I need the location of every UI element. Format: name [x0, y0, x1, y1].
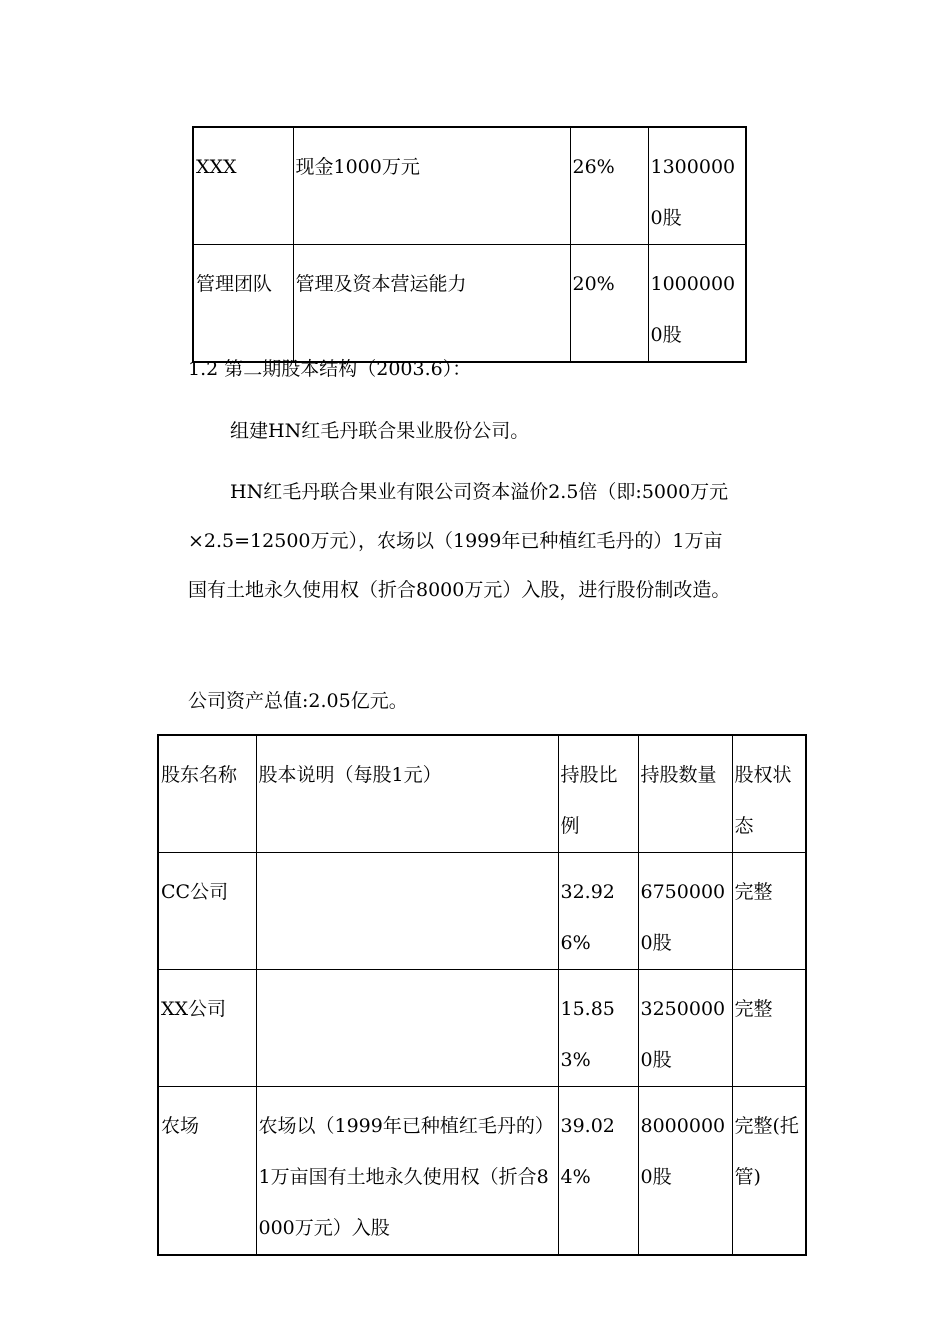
column-header-equity-status: 股权状态 [732, 735, 806, 853]
table-row [158, 853, 806, 970]
table-cell-shareholder: 管理团队 [193, 245, 293, 363]
table-cell-quantity: 67500000股 [638, 853, 732, 970]
shareholder-table-phase2 [157, 734, 807, 1256]
paragraph-capital-premium-line1: HN红毛丹联合果业有限公司资本溢价2.5倍（即:5000万元 [230, 481, 729, 503]
column-header-holding-quantity: 持股数量 [638, 735, 732, 853]
table-cell-ratio: 32.926% [558, 853, 638, 970]
table-cell-ratio: 39.024% [558, 1087, 638, 1256]
table-cell-ratio: 15.853% [558, 970, 638, 1087]
column-header-share-description: 股本说明（每股1元） [256, 735, 558, 853]
table-cell-shareholder: 农场 [158, 1087, 256, 1256]
column-header-shareholder-name: 股东名称 [158, 735, 256, 853]
table-cell-ratio: 20% [570, 245, 648, 363]
paragraph-company-formation: 组建HN红毛丹联合果业股份公司。 [230, 420, 530, 442]
table-row [193, 245, 746, 363]
table-cell-shareholder: XXX [193, 127, 293, 245]
table-row [158, 1087, 806, 1256]
table-cell-description: 现金1000万元 [293, 127, 570, 245]
table-cell-description: 农场以（1999年已种植红毛丹的）1万亩国有土地永久使用权（折合8000万元）入股 [256, 1087, 558, 1256]
table-row [193, 127, 746, 245]
paragraph-capital-premium-line2: ×2.5=12500万元），农场以（1999年已种植红毛丹的）1万亩 [188, 530, 723, 552]
table-cell-shareholder: CC公司 [158, 853, 256, 970]
table-cell-description [256, 970, 558, 1087]
table-cell-status: 完整 [732, 970, 806, 1087]
paragraph-total-assets: 公司资产总值:2.05亿元。 [188, 690, 408, 712]
table-row [158, 970, 806, 1087]
column-header-holding-ratio: 持股比例 [558, 735, 638, 853]
section-heading: 1.2 第二期股本结构（2003.6）： [188, 358, 472, 380]
paragraph-capital-premium-line3: 国有土地永久使用权（折合8000万元）入股，进行股份制改造。 [188, 579, 731, 601]
table-cell-ratio: 26% [570, 127, 648, 245]
table-cell-quantity: 10000000股 [648, 245, 746, 363]
table-cell-description [256, 853, 558, 970]
table-cell-quantity: 80000000股 [638, 1087, 732, 1256]
table-cell-description: 管理及资本营运能力 [293, 245, 570, 363]
table-cell-quantity: 13000000股 [648, 127, 746, 245]
table-header-row [158, 735, 806, 853]
shareholder-table-phase1 [192, 126, 747, 363]
table-cell-status: 完整(托管) [732, 1087, 806, 1256]
table-cell-shareholder: XX公司 [158, 970, 256, 1087]
table-cell-quantity: 32500000股 [638, 970, 732, 1087]
table-cell-status: 完整 [732, 853, 806, 970]
